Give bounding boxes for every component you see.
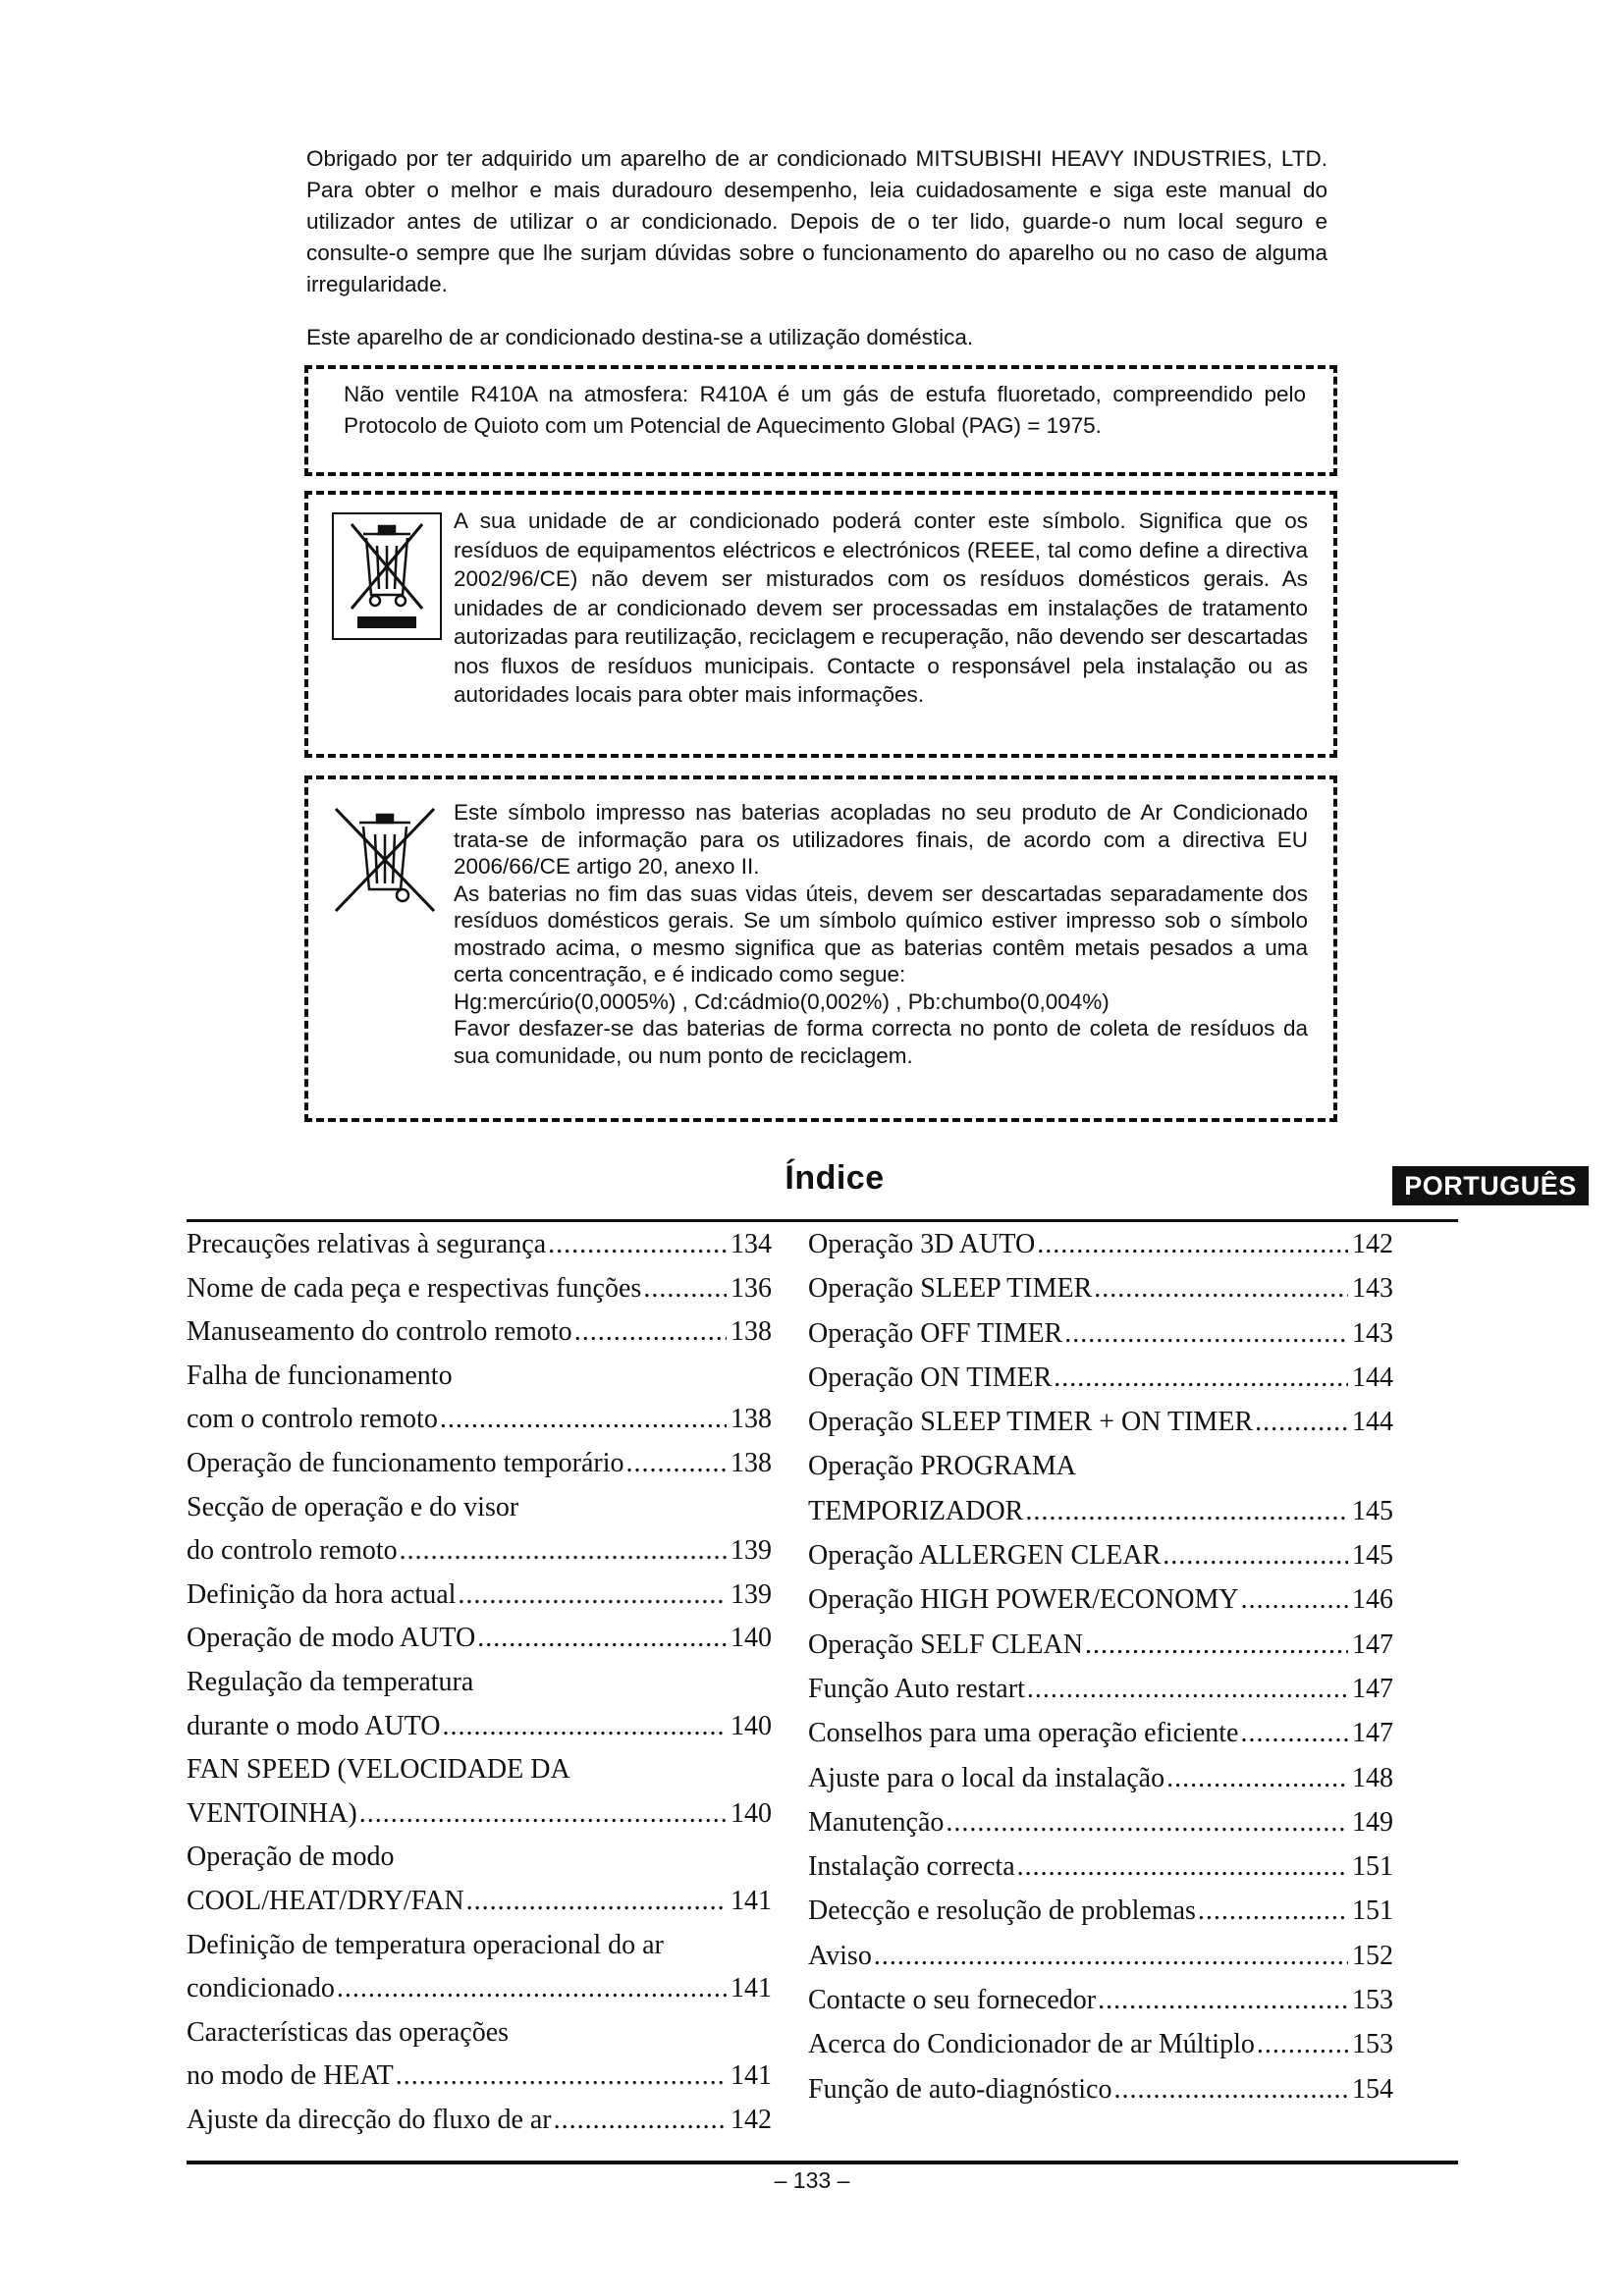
index-entry <box>187 1711 772 1755</box>
page-number: – 133 – <box>774 2167 850 2193</box>
index-entry-title: do controlo remoto <box>187 1535 398 1567</box>
index-entry <box>187 1492 772 1536</box>
index-entry <box>187 1798 772 1842</box>
index-entry <box>808 1229 1393 1273</box>
index-entry-title: Operação HIGH POWER/ECONOMY <box>808 1584 1239 1616</box>
index-entry <box>187 1842 772 1886</box>
index-entry <box>187 1448 772 1492</box>
index-entry-title: Operação 3D AUTO <box>808 1229 1036 1259</box>
index-top-rule <box>187 1219 1458 1222</box>
index-entry <box>187 1361 772 1405</box>
index-entry <box>187 1229 772 1273</box>
index-entry-page: 146 <box>1352 1584 1393 1616</box>
index-entry-page: 153 <box>1352 1985 1393 2016</box>
battery-notice-p3: Hg:mercúrio(0,0005%) , Cd:cádmio(0,002%) , Pb:chumbo(0,004%) <box>454 988 1110 1014</box>
index-entry-page: 148 <box>1352 1762 1393 1793</box>
index-entry-leader <box>1064 1318 1348 1350</box>
index-entry-leader <box>1241 1584 1348 1616</box>
index-entry <box>187 1535 772 1579</box>
index-entry <box>808 1807 1393 1851</box>
index-entry-page: 144 <box>1352 1407 1393 1438</box>
index-entry-title: Operação ALLERGEN CLEAR <box>808 1540 1162 1572</box>
index-entry-title: Nome de cada peça e respectivas funções <box>187 1272 642 1304</box>
refrigerant-notice-text: Não ventile R410A na atmosfera: R410A é um gás de estufa fluoretado, compreendido pelo Protocolo de Quioto com um Potencial de Aquecimento Global (PAG) = 1975. <box>344 382 1306 438</box>
index-entry <box>808 1407 1393 1451</box>
index-entry-leader <box>1017 1851 1348 1883</box>
index-entry-page: 147 <box>1352 1673 1393 1704</box>
index-entry-title: Secção de operação e do visor <box>187 1491 519 1522</box>
index-entry-title: Operação de modo <box>187 1842 395 1873</box>
index-entry-leader <box>1255 1407 1348 1438</box>
index-title: Índice <box>785 1159 885 1197</box>
index-entry-page: 140 <box>731 1797 772 1829</box>
index-entry <box>808 1451 1393 1495</box>
index-entry-leader <box>1198 1896 1348 1927</box>
index-entry-title: com o controlo remoto <box>187 1404 438 1435</box>
index-entry <box>808 2074 1393 2118</box>
index-entry-leader <box>946 1807 1348 1839</box>
index-entry-leader <box>1098 1985 1348 2016</box>
index-entry-title: Acerca do Condicionador de ar Múltiplo <box>808 2029 1255 2060</box>
index-entry-title: Detecção e resolução de problemas <box>808 1896 1196 1927</box>
index-entry-title: Regulação da temperatura <box>187 1666 474 1697</box>
index-entry-title: Operação ON TIMER <box>808 1362 1053 1393</box>
index-entry-leader <box>625 1448 727 1479</box>
battery-notice-p4: Favor desfazer-se das baterias de forma correcta no ponto de coleta de resíduos da sua comunidade, ou num ponto de reciclagem. <box>454 1016 1308 1068</box>
index-entry-page: 147 <box>1352 1718 1393 1749</box>
index-entry-leader <box>548 1229 727 1260</box>
index-entry-page: 139 <box>731 1578 772 1610</box>
index-entry-leader <box>1257 2029 1348 2060</box>
index-entry-title: TEMPORIZADOR <box>808 1495 1024 1526</box>
intro-paragraph: Obrigado por ter adquirido um aparelho de ar condicionado MITSUBISHI HEAVY INDUSTRIES, LTD. Para obter o melhor e mais duradouro desempenho, leia cuidadosamente e siga este manual do utilizador antes de utilizar o ar condicionado. Depois de o ter lido, guarde-o num local seguro e consulte-o sempre que lhe surjam dúvidas sobre o funcionamento do aparelho ou no caso de alguma irregularidade. <box>306 146 1327 296</box>
index-entry-title: Falha de funcionamento <box>187 1360 453 1391</box>
index-entry-page: 139 <box>731 1535 772 1567</box>
index-entry-leader <box>1025 1496 1348 1527</box>
index-entry-page: 136 <box>731 1272 772 1304</box>
index-entry <box>187 1404 772 1448</box>
index-entry-page: 134 <box>731 1229 772 1259</box>
index-entry <box>187 1886 772 1930</box>
battery-notice-p1: Este símbolo impresso nas baterias acopladas no seu produto de Ar Condicionado trata-se de informação para os utilizadores finais, de acordo com a directiva EU 2006/66/CE artigo 20, anexo II. <box>454 800 1308 879</box>
index-entry <box>187 1667 772 1711</box>
domestic-use-note: Este aparelho de ar condicionado destina-se a utilização doméstica. <box>306 325 974 349</box>
index-entry-page: 141 <box>731 2060 772 2092</box>
index-entry-leader <box>477 1623 727 1654</box>
weee-notice-text: A sua unidade de ar condicionado poderá conter este símbolo. Significa que os resíduos de equipamentos eléctricos e electrónicos (REEE, tal como define a directiva 2002/96/CE) não devem ser misturados com os resíduos domésticos gerais. As unidades de ar condicionado devem ser processadas em instalações de tratamento autorizadas para reutilização, reciclagem e recuperação, não devendo ser descartadas nos fluxos de resíduos municipais. Contacte o responsável pela instalação ou as autoridades locais para obter mais informações. <box>454 508 1308 707</box>
index-entry <box>808 1362 1393 1407</box>
index-entry-leader <box>874 1941 1348 1972</box>
index-entry <box>187 1316 772 1361</box>
index-entry-page: 140 <box>731 1710 772 1741</box>
refrigerant-notice-box <box>304 365 1337 476</box>
index-entry-title: Conselhos para uma operação eficiente <box>808 1718 1239 1749</box>
index-entry-title: COOL/HEAT/DRY/FAN <box>187 1885 464 1916</box>
index-entry-title: Operação PROGRAMA <box>808 1451 1076 1482</box>
index-entry-page: 149 <box>1352 1806 1393 1838</box>
index-entry-page: 138 <box>731 1447 772 1478</box>
index-entry-leader <box>396 2060 727 2092</box>
index-entry-page: 140 <box>731 1623 772 1654</box>
index-entry-title: condicionado <box>187 1973 335 2004</box>
index-entry <box>808 1851 1393 1896</box>
index-entry-page: 151 <box>1352 1896 1393 1927</box>
index-entry-page: 138 <box>731 1404 772 1435</box>
battery-notice-text <box>454 799 1308 1069</box>
index-entry-leader <box>1054 1362 1348 1394</box>
index-entry-page: 138 <box>731 1316 772 1348</box>
index-entry-title: VENTOINHA) <box>187 1797 357 1829</box>
index-entry-page: 144 <box>1352 1362 1393 1393</box>
index-entry <box>808 1941 1393 1985</box>
index-entry-title: Manuseamento do controlo remoto <box>187 1316 572 1348</box>
index-entry-leader <box>1094 1273 1348 1305</box>
index-entry-title: Ajuste para o local da instalação <box>808 1762 1165 1793</box>
index-entry <box>808 1540 1393 1584</box>
index-entry <box>187 1579 772 1624</box>
index-entry-leader <box>466 1886 727 1917</box>
index-entry-page: 145 <box>1352 1540 1393 1572</box>
index-entry-title: no modo de HEAT <box>187 2060 394 2092</box>
index-entry <box>808 2029 1393 2073</box>
index-entry-leader <box>1085 1629 1348 1661</box>
index-entry-title: Função de auto-diagnóstico <box>808 2073 1112 2105</box>
battery-bin-icon <box>326 801 444 919</box>
index-entry-leader <box>440 1404 727 1435</box>
weee-notice-box <box>304 491 1337 758</box>
index-entry <box>808 1718 1393 1762</box>
index-entry <box>187 2060 772 2105</box>
index-entry-leader <box>1163 1540 1348 1572</box>
index-entry-leader <box>1113 2074 1348 2106</box>
index-entry <box>808 1763 1393 1807</box>
index-entry-title: Contacte o seu fornecedor <box>808 1985 1097 2016</box>
index-entry <box>187 1623 772 1667</box>
index-entry-leader <box>458 1579 727 1611</box>
index-entry <box>808 1896 1393 1940</box>
index-entry-title: Ajuste da direcção do fluxo de ar <box>187 2104 552 2135</box>
language-badge: PORTUGUÊS <box>1392 1166 1589 1205</box>
index-entry-leader <box>442 1711 727 1742</box>
index-entry-title: Operação de funcionamento temporário <box>187 1447 624 1478</box>
index-entry-leader <box>1240 1718 1348 1749</box>
index-entry-page: 141 <box>731 1973 772 2004</box>
index-entry-page: 153 <box>1352 2029 1393 2060</box>
index-entry-title: Características das operações <box>187 2016 510 2048</box>
index-entry-title: Função Auto restart <box>808 1673 1025 1704</box>
index-entry-page: 143 <box>1352 1317 1393 1349</box>
index-entry-page: 143 <box>1352 1273 1393 1305</box>
index-entry-title: Instalação correcta <box>808 1851 1015 1883</box>
footer-rule <box>187 2161 1458 2164</box>
index-entry <box>187 1930 772 1974</box>
index-entry-page: 142 <box>731 2104 772 2135</box>
index-entry-leader <box>1027 1674 1348 1705</box>
battery-notice-box <box>304 775 1337 1122</box>
index-right-column <box>808 1229 1393 2118</box>
index-entry-leader <box>337 1973 727 2004</box>
index-entry-title: Aviso <box>808 1940 872 1971</box>
index-entry-title: Operação SELF CLEAN <box>808 1629 1083 1660</box>
index-entry-title: Precauções relativas à segurança <box>187 1229 547 1259</box>
index-entry-title: Definição da hora actual <box>187 1578 457 1610</box>
index-entry-leader <box>1037 1229 1348 1260</box>
index-entry <box>187 1754 772 1798</box>
index-entry-title: durante o modo AUTO <box>187 1710 441 1741</box>
index-entry-page: 142 <box>1352 1229 1393 1259</box>
weee-bin-icon <box>332 512 442 640</box>
index-entry <box>187 2105 772 2149</box>
index-entry-title: Manutenção <box>808 1806 945 1838</box>
index-left-column <box>187 1229 772 2148</box>
index-entry-leader <box>643 1273 727 1305</box>
index-entry-page: 147 <box>1352 1629 1393 1660</box>
index-entry-title: Operação SLEEP TIMER <box>808 1273 1093 1305</box>
intro-section <box>306 143 1327 300</box>
index-entry-leader <box>1166 1763 1348 1794</box>
index-entry-leader <box>554 2105 727 2136</box>
index-entry-page: 152 <box>1352 1940 1393 1971</box>
index-entry <box>808 1985 1393 2029</box>
index-entry <box>808 1584 1393 1629</box>
battery-notice-p2: As baterias no fim das suas vidas úteis, devem ser descartadas separadamente dos resíduos domésticos gerais. Se um símbolo químico estiver impresso sob o símbolo mostrado acima, o mesmo significa que as baterias contêm metais pesados a uma certa concentração, e é indicado como segue: <box>454 881 1308 987</box>
index-entry-title: Operação SLEEP TIMER + ON TIMER <box>808 1407 1254 1438</box>
index-entry-page: 141 <box>731 1885 772 1916</box>
index-entry-title: FAN SPEED (VELOCIDADE DA <box>187 1754 570 1786</box>
index-entry-leader <box>400 1535 727 1567</box>
index-entry <box>808 1496 1393 1540</box>
index-entry-title: Operação OFF TIMER <box>808 1317 1063 1349</box>
index-entry-title: Definição de temperatura operacional do ar <box>187 1929 664 1960</box>
index-entry <box>808 1273 1393 1317</box>
index-entry-page: 145 <box>1352 1495 1393 1526</box>
index-entry-page: 151 <box>1352 1851 1393 1883</box>
index-entry-page: 154 <box>1352 2073 1393 2105</box>
index-entry-leader <box>359 1798 727 1830</box>
index-entry <box>808 1629 1393 1674</box>
index-entry <box>187 1273 772 1317</box>
index-entry <box>187 1973 772 2017</box>
index-entry-title: Operação de modo AUTO <box>187 1623 476 1654</box>
index-entry <box>808 1318 1393 1362</box>
index-entry <box>808 1674 1393 1718</box>
index-entry-leader <box>574 1316 727 1348</box>
index-entry <box>187 2017 772 2061</box>
